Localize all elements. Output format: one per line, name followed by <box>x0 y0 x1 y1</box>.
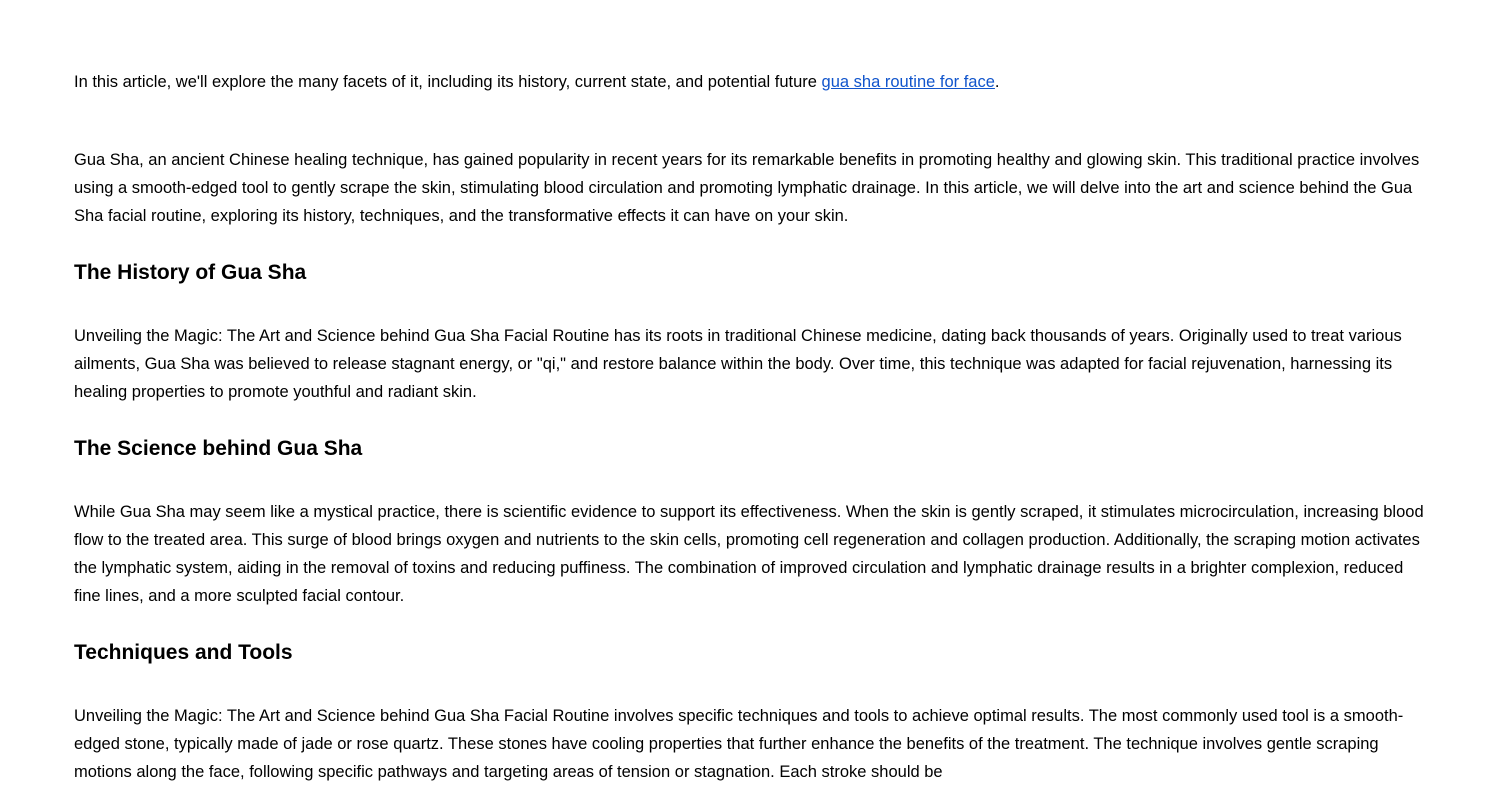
section-heading-techniques: Techniques and Tools <box>74 641 293 664</box>
paragraph-techniques: Unveiling the Magic: The Art and Science behind Gua Sha Facial Routine involves specific techniques and tools to achieve optimal results. The most commonly used tool is a smooth-edged stone, typically made of jade or rose quartz. These stones have cooling properties that further enhance the benefits of the treatment. The technique involves gentle scraping motions along the face, following specific pathways and targeting areas of tension or stagnation. Each stroke should be <box>74 707 1404 781</box>
gua-sha-routine-link[interactable]: gua sha routine for face <box>821 73 995 91</box>
overview-paragraph: Gua Sha, an ancient Chinese healing technique, has gained popularity in recent years for its remarkable benefits in promoting healthy and glowing skin. This traditional practice involves using a smooth-edged tool to gently scrape the skin, stimulating blood circulation and promoting lymphatic drainage. In this article, we will delve into the art and science behind the Gua Sha facial routine, exploring its history, techniques, and the transformative effects it can have on your skin. <box>74 151 1420 225</box>
intro-paragraph <box>74 68 1425 96</box>
section-heading-history: The History of Gua Sha <box>74 261 307 284</box>
intro-text-before-link: In this article, we'll explore the many facets of it, including its history, current state, and potential future <box>74 73 822 91</box>
intro-text-after-link: . <box>994 73 1000 91</box>
paragraph-history: Unveiling the Magic: The Art and Science behind Gua Sha Facial Routine has its roots in traditional Chinese medicine, dating back thousands of years. Originally used to treat various ailments, Gua Sha was believed to release stagnant energy, or "qi," and restore balance within the body. Over time, this technique was adapted for facial rejuvenation, harnessing its healing properties to promote youthful and radiant skin. <box>74 327 1402 401</box>
section-heading-science: The Science behind Gua Sha <box>74 437 363 460</box>
paragraph-science: While Gua Sha may seem like a mystical practice, there is scientific evidence to support its effectiveness. When the skin is gently scraped, it stimulates microcirculation, increasing blood flow to the treated area. This surge of blood brings oxygen and nutrients to the skin cells, promoting cell regeneration and collagen production. Additionally, the scraping motion activates the lymphatic system, aiding in the removal of toxins and reducing puffiness. The combination of improved circulation and lymphatic drainage results in a brighter complexion, reduced fine lines, and a more sculpted facial contour. <box>74 503 1424 605</box>
